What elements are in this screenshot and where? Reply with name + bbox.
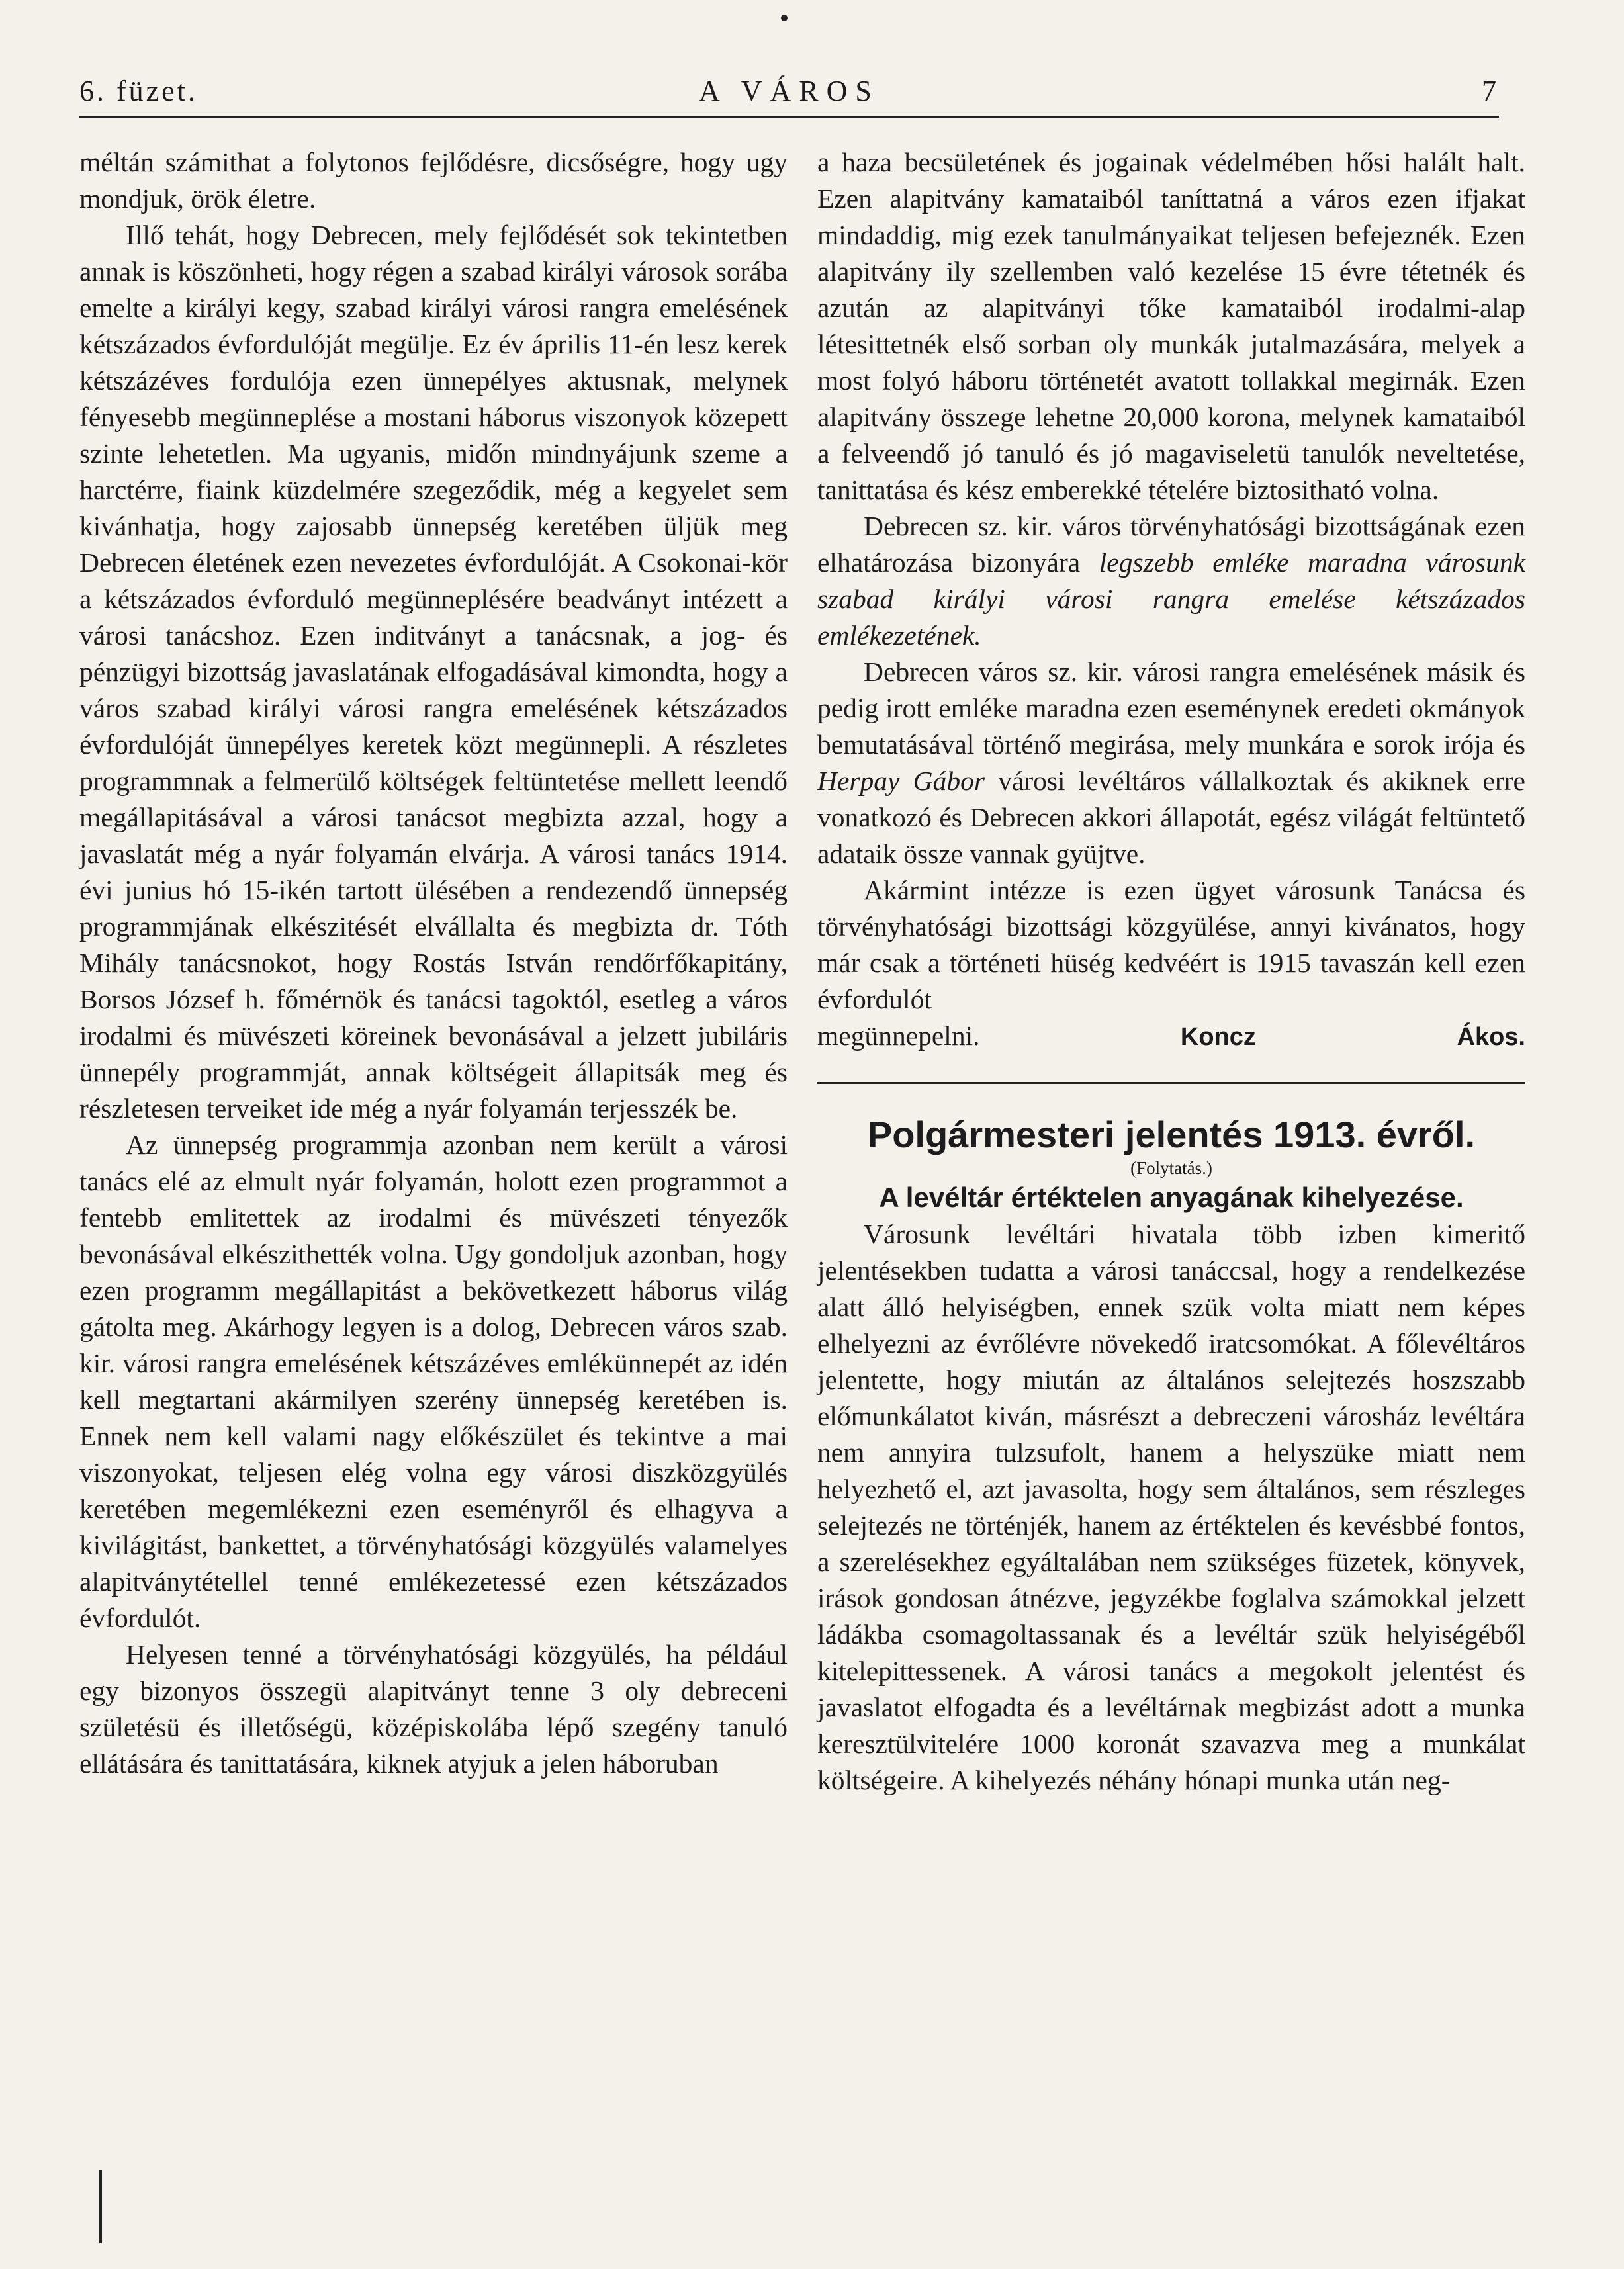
left-column <box>79 144 788 1782</box>
author-signature: Koncz Ákos. <box>1180 1023 1525 1051</box>
journal-title: A VÁROS <box>699 75 880 107</box>
right-column <box>817 144 1525 1799</box>
page-number: 7 <box>1482 75 1499 107</box>
paragraph-text: városi levéltáros vállalkoztak és akiknek erre vonatkozó és Debrecen akkori állapotát, egész világát feltüntető adataik össze vannak gyüjtve. <box>817 766 1525 869</box>
paragraph: Az ünnepség programmja azonban nem került a városi tanács elé az elmult nyár folyamán, holott ezen programmot a fentebb emlitettek az irodalmi és müvészeti tényezők bevonásával elkészithették volna. Ugy gondoljuk azonban, hogy ezen programm megállapitást a bekövetkezett háborus világ gátolta meg. Akárhogy legyen is a dolog, Debrecen város szab. kir. városi rangra emelésének kétszázéves emlékünnepét az idén kell megtartani akármilyen szerény ünnepség keretében is. Ennek nem kell valami nagy előkészület és tekintve a mai viszonyokat, teljesen elég volna egy városi diszközgyülés keretében megemlékezni ezen eseményről és elhagyva a kivilágitást, bankettet, a törvényhatósági közgyülés valamelyes alapitványtétellel tenné emlékezetessé ezen kétszázados évfordulót. <box>79 1130 788 1633</box>
paragraph-text: Debrecen sz. kir. város törvényhatósági bizottságának ezen elhatározása bizonyára <box>817 511 1525 578</box>
section-divider <box>817 1082 1525 1084</box>
top-dot-mark <box>781 15 788 21</box>
signature-line <box>817 1018 1525 1055</box>
section-title: A levéltár értéktelen anyagának kihelyezése. <box>879 1182 1464 1213</box>
paragraph: a haza becsületének és jogainak védelmében hősi halált halt. Ezen alapitvány kamataiból taníttatná a város ezen ifjakat mindaddig, mig ezek tanulmányaikat teljesen befejeznék. Ezen alapitvány ily szellemben való kezelése 15 évre tétetnék és azután az alapitványi tőke kamataiból irodalmi-alap létesittetnék első sorban oly munkák jutalmazására, melyek a most folyó háboru történetét avatott tollakkal megirnák. Ezen alapitvány összege lehetne 20,000 korona, melynek kamataiból a felveendő jó tanuló és jó magaviseletü tanulók neveltetése, tanittatása és kész emberekké tételére biztositható volna. <box>817 147 1525 505</box>
paragraph: Városunk levéltári hivatala több izben kimeritő jelentésekben tudatta a városi tanáccsal, hogy a rendelkezése alatt álló helyiségben, ennek szük volta miatt nem képes elhelyezni az évrőlévre növekedő iratcsomókat. A főlevéltáros jelentette, hogy miután az általános selejtezés hoszszabb előmunkálatot kiván, másrészt a debreczeni városház levéltára nem annyira tulzsufolt, hanem a helyszüke miatt nem helyezhető el, azt javasolta, hogy sem általános, sem részleges selejtezés ne történjék, hanem az értéktelen és kevésbbé fontos, a szerelésekhez egyáltalában nem szükséges füzetek, könyvek, irások gondosan átnézve, jegyzékbe foglalva számokkal jelzett ládákba csomagoltassanak és a levéltár szük helyiségéből kitelepittessenek. A városi tanács a megokolt jelentést és javaslatot elfogadta és a levéltárnak megbizást adott a munka keresztülvitelére 1000 koronát szavazva meg a munkálat költségeire. A kihelyezés néhány hónapi munka után neg- <box>817 1219 1525 1795</box>
running-header <box>79 63 1499 118</box>
margin-mark <box>99 2170 102 2243</box>
emphasized-text: legszebb emléke maradna városunk szabad királyi városi rangra emelése kétszázados emlékezetének. <box>817 547 1525 650</box>
article-title: Polgármesteri jelentés 1913. évről. <box>867 1114 1476 1155</box>
paragraph-text: megünnepelni. <box>817 1020 980 1051</box>
person-name: Herpay Gábor <box>817 766 985 796</box>
article-subtitle: (Folytatás.) <box>1130 1158 1212 1178</box>
paragraph <box>817 508 1525 654</box>
issue-number: 6. füzet. <box>79 75 198 107</box>
paragraph: méltán számithat a folytonos fejlődésre, dicsőségre, hogy ugy mondjuk, örök életre. <box>79 147 788 214</box>
paragraph-text: Debrecen város sz. kir. városi rangra emelésének másik és pedig irott emléke maradna ezen eseménynek eredeti okmányok bemutatásával történő megirása, mely munkára e sorok irója és <box>817 656 1525 760</box>
paragraph: Akármint intézze is ezen ügyet városunk Tanácsa és törvényhatósági bizottsági közgyülése, annyi kivánatos, hogy már csak a történeti hüség kedvéért is 1915 tavaszán kell ezen évfordulót <box>817 875 1525 1014</box>
paragraph <box>817 654 1525 872</box>
paragraph: Helyesen tenné a törvényhatósági közgyülés, ha például egy bizonyos összegü alapitványt tenne 3 oly debreceni születésü és illetőségü, középiskolába lépő szegény tanuló ellátására és tanittatására, kiknek atyjuk a jelen háboruban <box>79 1639 788 1779</box>
paragraph: Illő tehát, hogy Debrecen, mely fejlődését sok tekintetben annak is köszönheti, hogy régen a szabad királyi városok sorába emelte a királyi kegy, szabad királyi városi rangra emelésének kétszázados évfordulóját megülje. Ez év április 11-én lesz kerek kétszázéves fordulója ezen ünnepélyes aktusnak, melynek fényesebb megünneplése a mostani háborus viszonyok közepett szinte lehetetlen. Ma ugyanis, midőn mindnyájunk szeme a harctérre, fiaink küzdelmére szegeződik, még a kegyelet sem kivánhatja, hogy zajosabb ünnepség keretében üljük meg Debrecen életének ezen nevezetes évfordulóját. A Csokonai-kör a kétszázados évforduló megünneplésére beadványt intézett a városi tanácshoz. Ezen inditványt a tanácsnak, a jog- és pénzügyi bizottság javaslatának elfogadásával kimondta, hogy a város szabad királyi városi rangra emelésének kétszázados évfordulóját ünnepélyes keretek közt megünnepli. A részletes programmnak a felmerülő költségek feltüntetése mellett leendő megállapitásával a városi tanácsot megbizta azzal, hogy a javaslatát még a nyár folyamán elvárja. A városi tanács 1914. évi junius hó 15-ikén tartott ülésében a rendezendő ünnepség programmjának elkészitését elvállalta és megbizta dr. Tóth Mihály tanácsnokot, hogy Rostás István rendőrfőkapitány, Borsos József h. főmérnök és tanácsi tagoktól, esetleg a város irodalmi és müvészeti köreinek bevonásával a jelzett jubiláris ünnepély programmját, annak költségeit állapitsák meg és részletesen terveiket ide még a nyár folyamán terjesszék be. <box>79 220 788 1124</box>
